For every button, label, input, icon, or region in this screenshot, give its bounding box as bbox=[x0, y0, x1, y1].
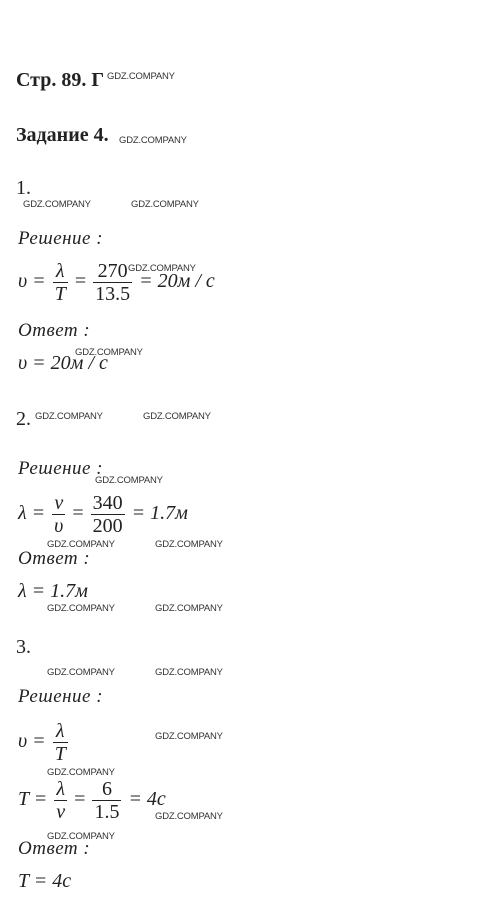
equals-sign: = bbox=[74, 270, 87, 293]
eq-lhs: υ = bbox=[18, 730, 46, 753]
fraction-numerator: 340 bbox=[92, 492, 123, 514]
watermark: GDZ.COMPANY bbox=[47, 539, 115, 550]
watermark: GDZ.COMPANY bbox=[75, 347, 143, 358]
problem-2-number: 2. bbox=[16, 408, 31, 430]
fraction-denominator: T bbox=[54, 743, 66, 765]
fraction-denominator: T bbox=[54, 283, 66, 305]
equals-sign: = bbox=[74, 788, 86, 811]
problem-1-solution-label bbox=[18, 228, 103, 250]
eq-rhs: = 20м / с bbox=[139, 270, 215, 293]
watermark: GDZ.COMPANY bbox=[119, 135, 187, 146]
answer-label-text: Ответ bbox=[18, 548, 79, 569]
fraction-denominator: 1.5 bbox=[94, 801, 120, 823]
eq-lhs: λ = bbox=[18, 502, 46, 525]
eq-rhs: = 1.7м bbox=[131, 502, 188, 525]
fraction-denominator: 200 bbox=[92, 515, 123, 537]
task-title bbox=[16, 124, 109, 147]
solution-label-text: Решение bbox=[18, 458, 91, 479]
problem-1-answer: υ = 20м / с bbox=[18, 352, 108, 374]
watermark: GDZ.COMPANY bbox=[47, 767, 115, 778]
problem-1-answer-label bbox=[18, 320, 90, 342]
fraction bbox=[92, 778, 121, 823]
eq-lhs: T = bbox=[18, 788, 48, 811]
page-title bbox=[16, 69, 104, 92]
fraction-denominator: 13.5 bbox=[95, 283, 131, 305]
eq-lhs: υ = bbox=[18, 270, 46, 293]
problem-2-equation bbox=[18, 492, 188, 537]
fraction bbox=[53, 260, 68, 305]
solution-label-text: Решение bbox=[18, 686, 91, 707]
fraction-numerator: 270 bbox=[93, 260, 132, 283]
watermark: GDZ.COMPANY bbox=[35, 411, 103, 422]
watermark: GDZ.COMPANY bbox=[128, 263, 196, 274]
fraction bbox=[52, 492, 65, 537]
watermark: GDZ.COMPANY bbox=[47, 667, 115, 678]
problem-1-number: 1. bbox=[16, 177, 31, 199]
watermark: GDZ.COMPANY bbox=[155, 731, 223, 742]
answer-label-text: Ответ bbox=[18, 838, 79, 859]
fraction-numerator: λ bbox=[53, 260, 68, 283]
problem-3-equation-2 bbox=[18, 778, 166, 823]
problem-3-equation-1 bbox=[18, 720, 70, 765]
watermark: GDZ.COMPANY bbox=[131, 199, 199, 210]
fraction-numerator: λ bbox=[53, 720, 68, 743]
colon: : bbox=[83, 320, 91, 341]
page-title-text: Стр. 89. Г bbox=[16, 69, 105, 91]
colon: : bbox=[96, 228, 104, 249]
colon: : bbox=[96, 686, 104, 707]
problem-3-answer: T = 4с bbox=[18, 870, 72, 892]
problem-3-solution-label bbox=[18, 686, 103, 708]
fraction bbox=[93, 260, 132, 305]
eq-rhs: = 4с bbox=[128, 788, 166, 811]
watermark: GDZ.COMPANY bbox=[143, 411, 211, 422]
problem-2-answer: λ = 1.7м bbox=[18, 580, 88, 602]
fraction bbox=[91, 492, 125, 537]
watermark: GDZ.COMPANY bbox=[155, 603, 223, 614]
problem-2-answer-label bbox=[18, 548, 90, 570]
task-title-text: Задание 4. bbox=[16, 124, 109, 146]
fraction-numerator: v bbox=[52, 492, 65, 515]
fraction-denominator: v bbox=[56, 801, 66, 823]
problem-2-solution-label bbox=[18, 458, 103, 480]
problem-3-number: 3. bbox=[16, 636, 31, 658]
watermark: GDZ.COMPANY bbox=[47, 603, 115, 614]
fraction bbox=[54, 778, 67, 823]
watermark: GDZ.COMPANY bbox=[107, 71, 175, 82]
answer-label-text: Ответ bbox=[18, 320, 79, 341]
fraction bbox=[53, 720, 68, 765]
watermark: GDZ.COMPANY bbox=[155, 539, 223, 550]
watermark: GDZ.COMPANY bbox=[47, 831, 115, 842]
solution-label-text: Решение bbox=[18, 228, 91, 249]
fraction-denominator: υ bbox=[54, 515, 64, 537]
watermark: GDZ.COMPANY bbox=[155, 811, 223, 822]
fraction-numerator: 6 bbox=[92, 778, 121, 801]
watermark: GDZ.COMPANY bbox=[95, 475, 163, 486]
equals-sign: = bbox=[72, 502, 84, 525]
colon: : bbox=[83, 548, 91, 569]
watermark: GDZ.COMPANY bbox=[23, 199, 91, 210]
fraction-numerator: λ bbox=[54, 778, 67, 801]
colon: : bbox=[83, 838, 91, 859]
watermark: GDZ.COMPANY bbox=[155, 667, 223, 678]
colon: : bbox=[96, 458, 104, 479]
